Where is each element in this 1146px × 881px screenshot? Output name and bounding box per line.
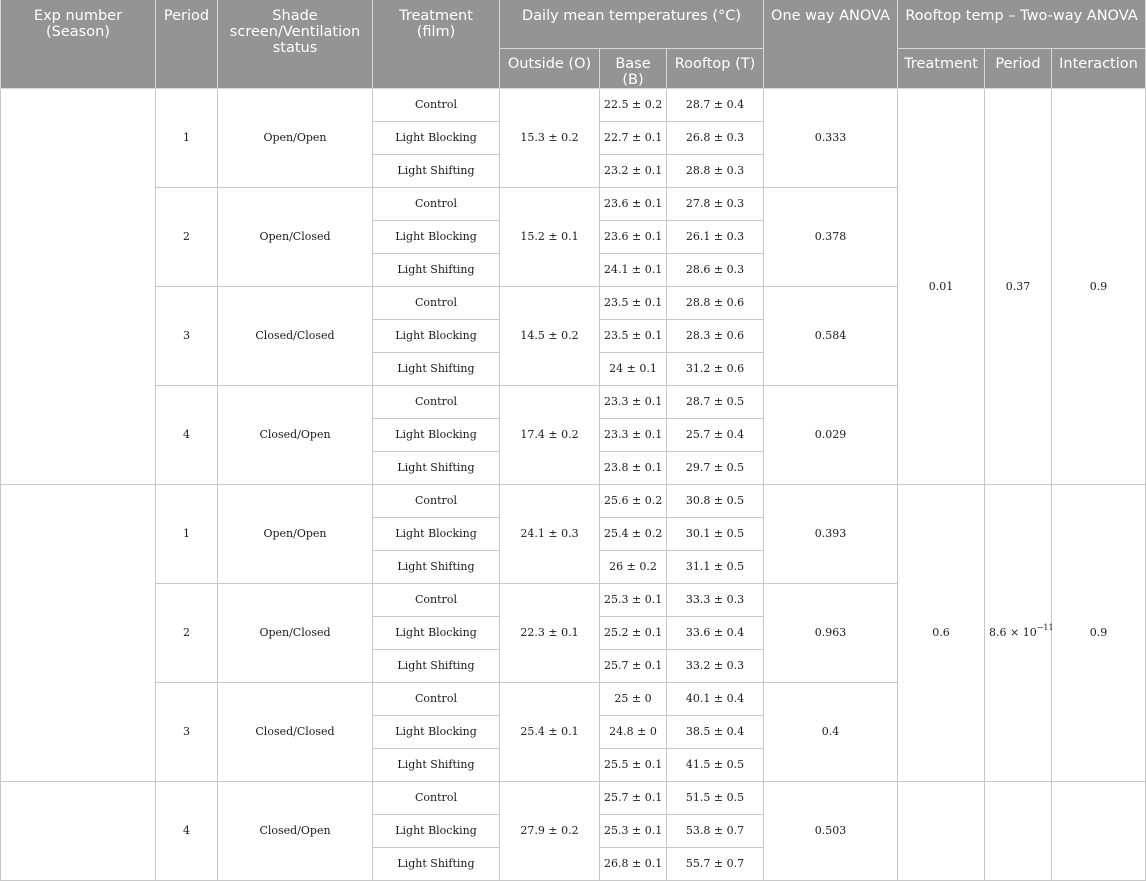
rooftop-temp-cell: 27.8 ± 0.3 <box>667 187 764 220</box>
treatment-cell: Light Blocking <box>373 517 500 550</box>
one-way-anova-cell: 0.584 <box>764 286 898 385</box>
rooftop-temp-cell: 51.5 ± 0.5 <box>667 781 764 814</box>
base-temp-cell: 24.8 ± 0 <box>600 715 667 748</box>
treatment-cell: Light Shifting <box>373 451 500 484</box>
treatment-cell: Control <box>373 682 500 715</box>
outside-temp-cell: 17.4 ± 0.2 <box>500 385 600 484</box>
rooftop-temp-cell: 25.7 ± 0.4 <box>667 418 764 451</box>
table-header <box>1 0 1146 88</box>
base-temp-cell: 26.8 ± 0.1 <box>600 847 667 880</box>
base-temp-cell: 23.3 ± 0.1 <box>600 418 667 451</box>
anova-interaction-cell <box>1052 781 1146 880</box>
rooftop-temp-cell: 31.2 ± 0.6 <box>667 352 764 385</box>
exp-number-cell <box>1 484 156 781</box>
header-one-way-anova: One way ANOVA <box>764 0 898 88</box>
base-temp-cell: 25.6 ± 0.2 <box>600 484 667 517</box>
table-row <box>1 484 1146 517</box>
one-way-anova-cell: 0.4 <box>764 682 898 781</box>
treatment-cell: Light Blocking <box>373 715 500 748</box>
header-base: Base (B) <box>600 48 667 88</box>
treatment-cell: Light Shifting <box>373 550 500 583</box>
base-temp-cell: 24.1 ± 0.1 <box>600 253 667 286</box>
base-temp-cell: 23.5 ± 0.1 <box>600 286 667 319</box>
shade-status-cell: Open/Closed <box>218 187 373 286</box>
exp-number-cell <box>1 88 156 484</box>
table-row <box>1 781 1146 814</box>
base-temp-cell: 23.6 ± 0.1 <box>600 187 667 220</box>
base-temp-cell: 25 ± 0 <box>600 682 667 715</box>
table-body <box>1 88 1146 880</box>
header-daily-mean: Daily mean temperatures (°C) <box>500 0 764 48</box>
header-rooftop: Rooftop (T) <box>667 48 764 88</box>
shade-status-cell: Open/Open <box>218 484 373 583</box>
one-way-anova-cell: 0.378 <box>764 187 898 286</box>
rooftop-temp-cell: 28.8 ± 0.6 <box>667 286 764 319</box>
rooftop-temp-cell: 33.6 ± 0.4 <box>667 616 764 649</box>
base-temp-cell: 24 ± 0.1 <box>600 352 667 385</box>
rooftop-temp-cell: 33.2 ± 0.3 <box>667 649 764 682</box>
base-temp-cell: 25.5 ± 0.1 <box>600 748 667 781</box>
rooftop-temp-cell: 28.8 ± 0.3 <box>667 154 764 187</box>
rooftop-temp-cell: 33.3 ± 0.3 <box>667 583 764 616</box>
rooftop-temp-cell: 26.1 ± 0.3 <box>667 220 764 253</box>
shade-status-cell: Closed/Open <box>218 781 373 880</box>
period-cell: 2 <box>156 187 218 286</box>
treatment-cell: Control <box>373 88 500 121</box>
outside-temp-cell: 22.3 ± 0.1 <box>500 583 600 682</box>
anova-period-cell <box>985 484 1052 781</box>
treatment-cell: Control <box>373 484 500 517</box>
one-way-anova-cell: 0.963 <box>764 583 898 682</box>
header-two-way-anova: Rooftop temp – Two-way ANOVA <box>898 0 1146 48</box>
anova-interaction-cell: 0.9 <box>1052 88 1146 484</box>
treatment-cell: Light Blocking <box>373 121 500 154</box>
period-cell: 2 <box>156 583 218 682</box>
shade-status-cell: Open/Open <box>218 88 373 187</box>
treatment-cell: Control <box>373 781 500 814</box>
base-temp-cell: 26 ± 0.2 <box>600 550 667 583</box>
rooftop-temp-cell: 30.8 ± 0.5 <box>667 484 764 517</box>
anova-period-exponent: −11 <box>1036 623 1054 632</box>
period-cell: 4 <box>156 385 218 484</box>
one-way-anova-cell: 0.393 <box>764 484 898 583</box>
period-cell: 1 <box>156 484 218 583</box>
treatment-cell: Light Blocking <box>373 616 500 649</box>
header-treatment: Treatment (film) <box>373 0 500 88</box>
base-temp-cell: 25.3 ± 0.1 <box>600 814 667 847</box>
base-temp-cell: 25.7 ± 0.1 <box>600 781 667 814</box>
shade-status-cell: Closed/Closed <box>218 286 373 385</box>
treatment-cell: Light Shifting <box>373 847 500 880</box>
rooftop-temp-cell: 38.5 ± 0.4 <box>667 715 764 748</box>
anova-treatment-cell: 0.01 <box>898 88 985 484</box>
base-temp-cell: 23.2 ± 0.1 <box>600 154 667 187</box>
exp-number-cell <box>1 781 156 880</box>
anova-treatment-cell <box>898 781 985 880</box>
treatment-cell: Light Shifting <box>373 352 500 385</box>
outside-temp-cell: 15.3 ± 0.2 <box>500 88 600 187</box>
rooftop-temp-cell: 55.7 ± 0.7 <box>667 847 764 880</box>
table-row <box>1 88 1146 121</box>
outside-temp-cell: 14.5 ± 0.2 <box>500 286 600 385</box>
base-temp-cell: 23.3 ± 0.1 <box>600 385 667 418</box>
treatment-cell: Light Shifting <box>373 748 500 781</box>
base-temp-cell: 23.5 ± 0.1 <box>600 319 667 352</box>
anova-treatment-cell: 0.6 <box>898 484 985 781</box>
base-temp-cell: 22.5 ± 0.2 <box>600 88 667 121</box>
rooftop-temp-cell: 41.5 ± 0.5 <box>667 748 764 781</box>
base-temp-cell: 23.6 ± 0.1 <box>600 220 667 253</box>
rooftop-temp-cell: 30.1 ± 0.5 <box>667 517 764 550</box>
period-cell: 4 <box>156 781 218 880</box>
treatment-cell: Control <box>373 583 500 616</box>
treatment-cell: Light Shifting <box>373 253 500 286</box>
rooftop-temp-cell: 28.6 ± 0.3 <box>667 253 764 286</box>
base-temp-cell: 25.7 ± 0.1 <box>600 649 667 682</box>
rooftop-temp-cell: 29.7 ± 0.5 <box>667 451 764 484</box>
anova-interaction-cell: 0.9 <box>1052 484 1146 781</box>
one-way-anova-cell: 0.333 <box>764 88 898 187</box>
treatment-cell: Light Blocking <box>373 814 500 847</box>
header-period: Period <box>156 0 218 88</box>
base-temp-cell: 25.3 ± 0.1 <box>600 583 667 616</box>
outside-temp-cell: 25.4 ± 0.1 <box>500 682 600 781</box>
outside-temp-cell: 24.1 ± 0.3 <box>500 484 600 583</box>
treatment-cell: Light Blocking <box>373 418 500 451</box>
shade-status-cell: Open/Closed <box>218 583 373 682</box>
base-temp-cell: 22.7 ± 0.1 <box>600 121 667 154</box>
treatment-cell: Control <box>373 286 500 319</box>
shade-status-cell: Closed/Closed <box>218 682 373 781</box>
rooftop-temp-cell: 28.7 ± 0.5 <box>667 385 764 418</box>
header-shade-status: Shade screen/Ventilation status <box>218 0 373 88</box>
shade-status-cell: Closed/Open <box>218 385 373 484</box>
header-tw-interaction: Interaction <box>1052 48 1146 88</box>
one-way-anova-cell: 0.029 <box>764 385 898 484</box>
rooftop-temp-cell: 28.7 ± 0.4 <box>667 88 764 121</box>
base-temp-cell: 23.8 ± 0.1 <box>600 451 667 484</box>
header-exp-number: Exp number (Season) <box>1 0 156 88</box>
period-cell: 3 <box>156 286 218 385</box>
outside-temp-cell: 15.2 ± 0.1 <box>500 187 600 286</box>
anova-period-value: 8.6 × 10 <box>989 626 1037 639</box>
treatment-cell: Light Blocking <box>373 220 500 253</box>
outside-temp-cell: 27.9 ± 0.2 <box>500 781 600 880</box>
base-temp-cell: 25.2 ± 0.1 <box>600 616 667 649</box>
header-tw-treatment: Treatment <box>898 48 985 88</box>
header-tw-period: Period <box>985 48 1052 88</box>
base-temp-cell: 25.4 ± 0.2 <box>600 517 667 550</box>
treatment-cell: Light Shifting <box>373 649 500 682</box>
treatment-cell: Control <box>373 385 500 418</box>
rooftop-temp-cell: 31.1 ± 0.5 <box>667 550 764 583</box>
anova-period-cell: 0.37 <box>985 88 1052 484</box>
rooftop-temp-cell: 40.1 ± 0.4 <box>667 682 764 715</box>
rooftop-temp-cell: 28.3 ± 0.6 <box>667 319 764 352</box>
rooftop-temp-cell: 26.8 ± 0.3 <box>667 121 764 154</box>
one-way-anova-cell: 0.503 <box>764 781 898 880</box>
treatment-cell: Control <box>373 187 500 220</box>
treatment-cell: Light Blocking <box>373 319 500 352</box>
treatment-cell: Light Shifting <box>373 154 500 187</box>
header-outside: Outside (O) <box>500 48 600 88</box>
rooftop-temp-cell: 53.8 ± 0.7 <box>667 814 764 847</box>
anova-period-cell <box>985 781 1052 880</box>
period-cell: 1 <box>156 88 218 187</box>
period-cell: 3 <box>156 682 218 781</box>
